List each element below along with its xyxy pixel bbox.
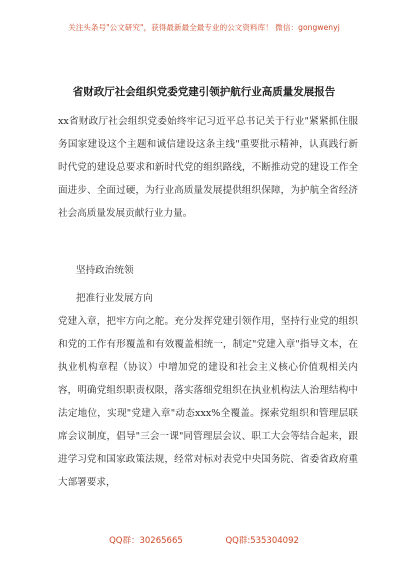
footer-qq-group-1: QQ群：30265665 bbox=[109, 536, 183, 546]
promo-banner bbox=[0, 22, 408, 33]
document-title: 省财政厅社会组织党委党建引领护航行业高质量发展报告 bbox=[72, 86, 336, 98]
subsection-heading: 把准行业发展方向 bbox=[76, 293, 153, 304]
footer-qq-group-2: QQ群:535304092 bbox=[225, 536, 299, 546]
body-paragraph: 党建入章，把牢方向之舵。充分发挥党建引领作用，坚持行业党的组织和党的工作有形覆盖和有效覆盖相统一，制定"党建入章"指导文本，在执业机构章程（协议）中增加党的建设和社会主义核心价值观相关内容，明确党组织职责权限，落实落细党组织在执业机构法人治理结构中法定地位，实现"党建入章"动态xxx%全覆盖。探索党组织和管理层联席会议制度，倡导"三会一课"同管理层会议、职工大会等结合起来，跟进学习党和国家政策法规，经常对标对表党中央国务院、省委省政府重大部署要求， bbox=[58, 316, 358, 488]
footer bbox=[0, 534, 408, 546]
section-heading: 坚持政治统领 bbox=[76, 265, 134, 276]
intro-paragraph: xx省财政厅社会组织党委始终牢记习近平总书记关于行业"紧紧抓住服务国家建设这个主题和诚信建设这条主线"重要批示精神，认真践行新时代党的建设总要求和新时代党的组织路线，不断推动党的建设工作全面进步、全面过硬，为行业高质量发展提供组织保障，为护航全省经济社会高质量发展贡献行业力量。 bbox=[58, 116, 358, 219]
promo-banner-text[interactable]: 关注头条号"公文研究"，获得最新最全最专业的公文资料库！ 微信：gongwenyj bbox=[68, 23, 340, 32]
